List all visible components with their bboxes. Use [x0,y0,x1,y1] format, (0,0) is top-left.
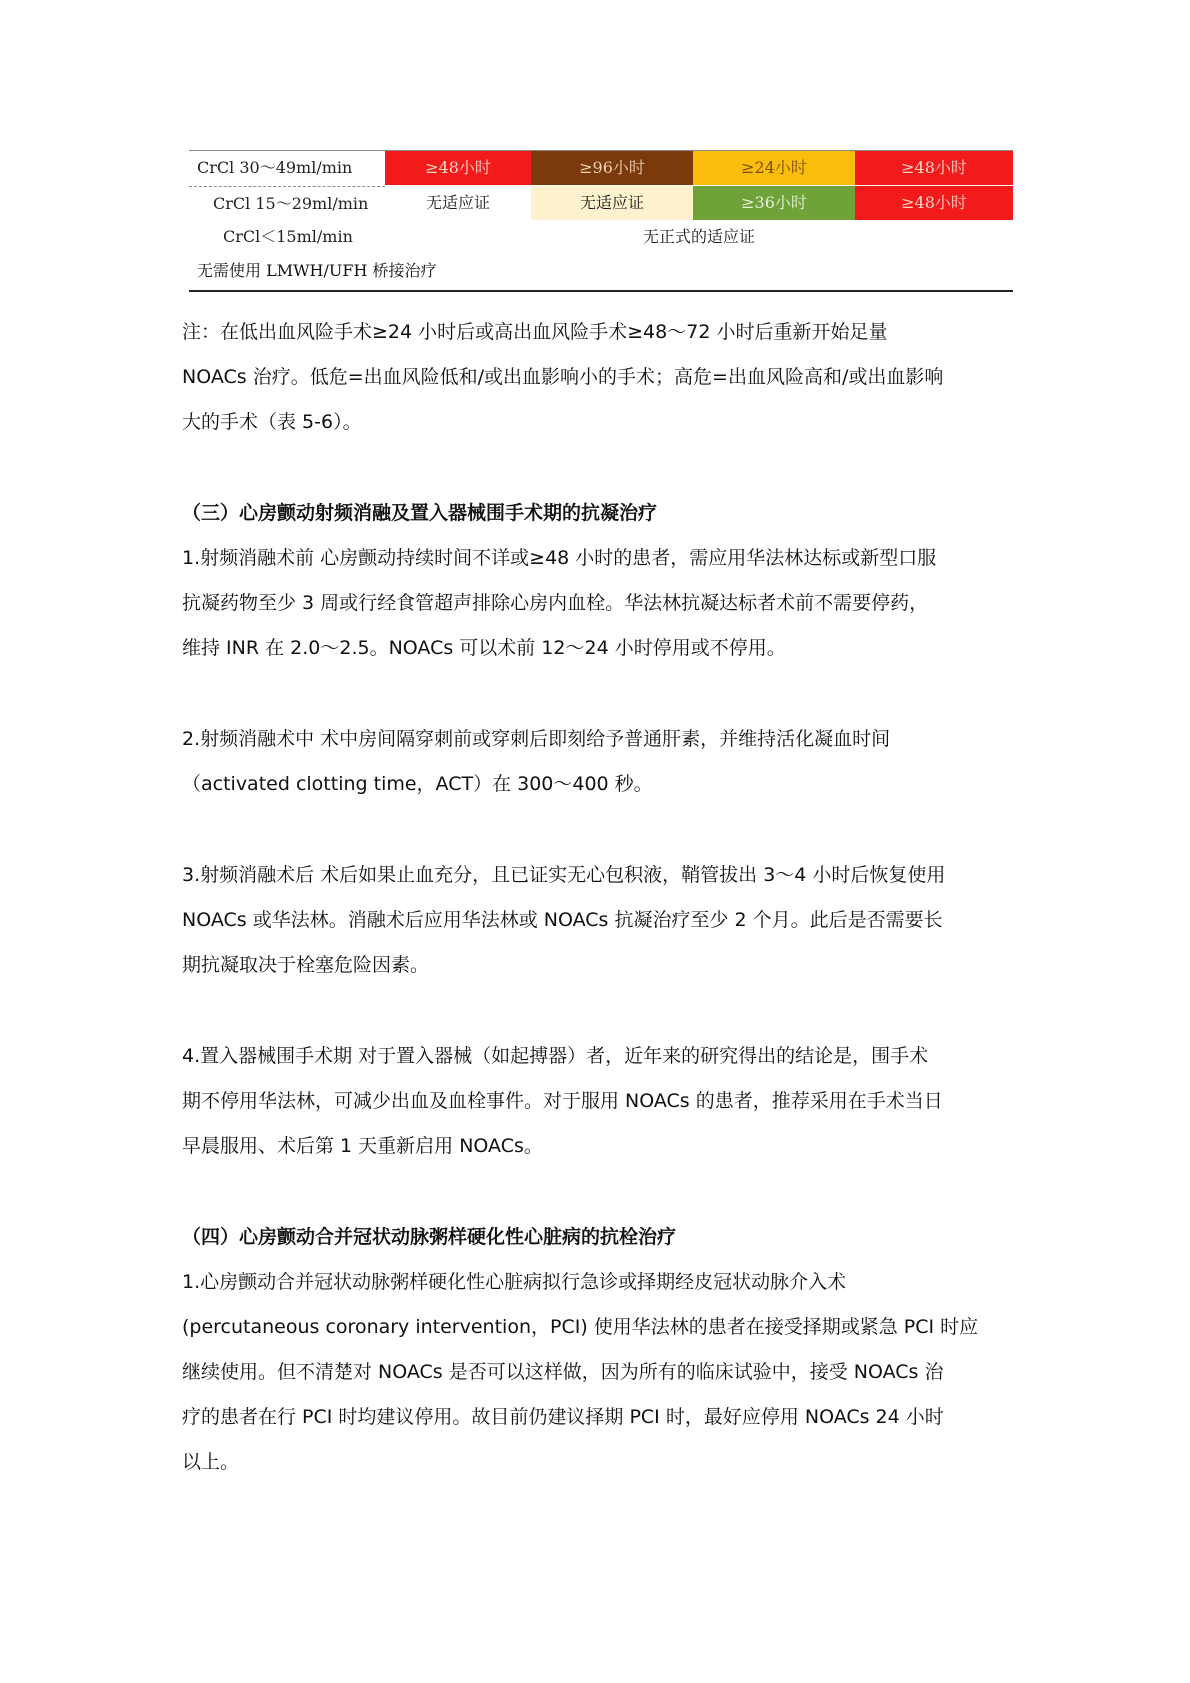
table-cell: 无适应证 [531,186,693,220]
table-bottom-rule [189,290,1013,292]
paragraph-device-implant [182,1034,1012,1169]
text-line: 期抗凝取决于栓塞危险因素。 [182,954,430,976]
text-line: 疗的患者在行 PCI 时均建议停用。故目前仍建议择期 PCI 时，最好应停用 NOACs 24 小时 [182,1406,944,1428]
text-line: 期不停用华法林，可减少出血及血栓事件。对于服用 NOACs 的患者，推荐采用在手术当日 [182,1090,943,1112]
table-row [189,151,1013,185]
table-row [189,186,1013,220]
section-heading: （三）心房颤动射频消融及置入器械围手术期的抗凝治疗 [182,502,658,524]
text-line: (percutaneous coronary intervention，PCI) 使用华法林的患者在接受择期或紧急 PCI 时应 [182,1316,979,1338]
text-line: 2.射频消融术中 术中房间隔穿刺前或穿刺后即刻给予普通肝素，并维持活化凝血时间 [182,728,891,750]
paragraph-postoperative [182,853,1012,988]
text-line: NOACs 或华法林。消融术后应用华法林或 NOACs 抗凝治疗至少 2 个月。此后是否需要长 [182,909,943,931]
section-three [182,491,1012,671]
table-cell: ≥48小时 [855,186,1013,220]
text-line: 3.射频消融术后 术后如果止血充分，且已证实无心包积液，鞘管拔出 3～4 小时后恢复使用 [182,864,946,886]
text-line: 抗凝药物至少 3 周或行经食管超声排除心房内血栓。华法林抗凝达标者术前不需要停药， [182,592,929,614]
text-line: 4.置入器械围手术期 对于置入器械（如起搏器）者，近年来的研究得出的结论是，围手术 [182,1045,929,1067]
text-line: 1.射频消融术前 心房颤动持续时间不详或≥48 小时的患者，需应用华法林达标或新型口服 [182,547,937,569]
text-line: NOACs 治疗。低危=出血风险低和/或出血影响小的手术；高危=出血风险高和/或出血影响 [182,366,944,388]
text-line: （activated clotting time，ACT）在 300～400 秒。 [182,773,653,795]
table-note-paragraph [182,310,1012,445]
section-four [182,1215,1012,1485]
text-line: 以上。 [182,1451,240,1473]
row-label: CrCl 15～29ml/min [189,186,385,220]
table-span-cell: 无正式的适应证 [642,227,755,246]
paragraph-intraoperative [182,717,1012,807]
text-line: 注：在低出血风险手术≥24 小时后或高出血风险手术≥48～72 小时后重新开始足量 [182,321,888,343]
text-line: 维持 INR 在 2.0～2.5。NOACs 可以术前 12～24 小时停用或不停用。 [182,637,786,659]
text-line: 早晨服用、术后第 1 天重新启用 NOACs。 [182,1135,543,1157]
table-cell: ≥96小时 [531,151,693,185]
text-line: 大的手术（表 5-6）。 [182,411,362,433]
row-label: CrCl 30～49ml/min [189,151,385,185]
section-heading: （四）心房颤动合并冠状动脉粥样硬化性心脏病的抗栓治疗 [182,1226,677,1248]
row-label: CrCl＜15ml/min [223,227,353,246]
text-line: 1.心房颤动合并冠状动脉粥样硬化性心脏病拟行急诊或择期经皮冠状动脉介入术 [182,1271,847,1293]
table-footer-note: 无需使用 LMWH/UFH 桥接治疗 [197,261,437,280]
table-row [189,220,1013,254]
table-cell: ≥48小时 [855,151,1013,185]
dosing-table [189,150,1013,293]
text-line: 继续使用。但不清楚对 NOACs 是否可以这样做，因为所有的临床试验中，接受 NOACs 治 [182,1361,944,1383]
table-cell: ≥36小时 [693,186,855,220]
table-cell: 无适应证 [385,186,531,220]
table-cell: ≥48小时 [385,151,531,185]
table-cell: ≥24小时 [693,151,855,185]
